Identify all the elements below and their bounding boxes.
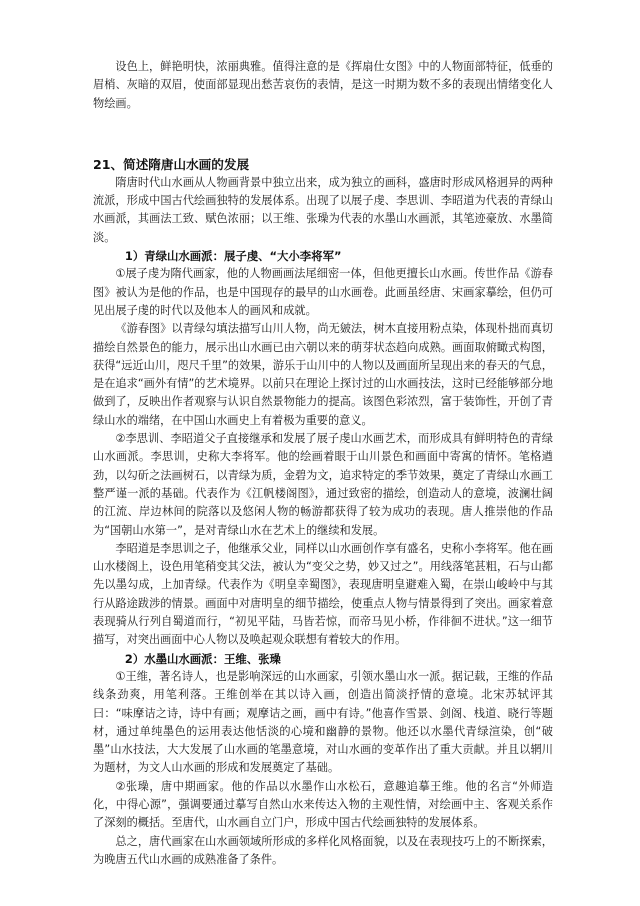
paragraph-li-zhaodao: 李昭道是李思训之子，他继承父业，同样以山水画创作享有盛名，史称小李将军。他在画山水楼阁上，设色用笔稍变其父法，被认为“变父之势，妙又过之”。用线落笔甚粗，石与山都先以墨勾成，上加青绿。代表作为《明皇幸蜀图》，表现唐明皇避难入蜀，在崇山峻岭中与其行从路途跋涉的情景。画面中对唐明皇的细节描绘，使重点人物与情景得到了突出。画家着意表现骑从行列自蜀道而行，“初见平陆，马皆若惊，而帝马见小桥，作徘徊不进状。”这一细节描写，对突出画面中心人物以及唤起观众联想有着较大的作用。 <box>93 541 553 647</box>
conclusion-paragraph: 总之，唐代画家在山水画领域所形成的多样化风格面貌，以及在表现技巧上的不断探索，为晚唐五代山水画的成熟准备了条件。 <box>93 834 553 866</box>
paragraph-wang-wei: ①王维，著名诗人，也是影响深远的山水画家，引领水墨山水一派。据记载，王维的作品线条劲爽，用笔利落。王维创举在其以诗入画，创造出简淡抒情的意境。北宋苏轼评其曰：“味摩诘之诗，诗中有画；观摩诘之画，画中有诗。”他喜作雪景、剑阁、栈道、晓行等题材，通过单纯墨色的运用表达他恬淡的心境和幽静的景物。他还以水墨代青绿渲染，创“破墨”山水技法，大大发展了山水画的笔墨意境，对山水画的变革作出了重大贡献。并且以辋川为题材，为文人山水画的形成和发展奠定了基础。 <box>93 669 553 775</box>
paragraph-li-sixun: ②李思训、李昭道父子直接继承和发展了展子虔山水画艺术，而形成具有鲜明特色的青绿山水画派。李思训，史称大李将军。他的绘画着眼于山川景色和画面中寄寓的情怀。笔格遒劲，以勾斫之法画树石，以青绿为质，金碧为文，追求特定的季节效果，奠定了青绿山水画工整严谨一派的基础。代表作为《江帆楼阁图》，通过致密的描绘，创造动人的意境，波澜壮阔的江流、岸边林间的院落以及悠闲人物的畅游都获得了较为成功的表现。唐人推崇他的作品为“国朝山水第一”，是对青绿山水在艺术上的继续和发展。 <box>93 432 553 537</box>
section-title: 21、简述隋唐山水画的发展 <box>93 156 250 172</box>
spacer <box>93 113 553 155</box>
paragraph-zhan-ziqian: ①展子虔为隋代画家，他的人物画画法尾细密一体，但他更擅长山水画。传世作品《游春图》被认为是他的作品，也是中国现存的最早的山水画卷。此画虽经唐、宋画家摹绘，但仍可见出展子虔的时代以及他本人的画风和成就。 <box>93 267 553 317</box>
section-intro-paragraph: 隋唐时代山水画从人物画背景中独立出来，成为独立的画科，盛唐时形成风格迥异的两种流派，形成中国古代绘画独特的发展体系。出现了以展子虔、李思训、李昭道为代表的青绿山水画派，其画法工致、赋色浓丽；以王维、张璪为代表的水墨山水画派，其笔迹豪放、水墨简淡。 <box>93 175 553 244</box>
subsection-title-shuimo: 2）水墨山水画派：王维、张璪 <box>124 651 281 666</box>
subsection-title-qinglu: 1）青绿山水画派：展子虔、“大小李将军” <box>124 249 342 264</box>
paragraph-zhang-zao: ②张璪，唐中期画家。他的作品以水墨作山水松石，意趣追摹王维。他的名言“外师造化，中得心源”，强调要通过摹写自然山水来传达入物的主观性情，对绘画中主、客观关系作了深刻的概括。至唐代，山水画自立门户，形成中国古代绘画独特的发展体系。 <box>93 779 553 830</box>
intro-paragraph: 设色上，鲜艳明快，浓丽典雅。值得注意的是《挥扇仕女图》中的人物面部特征，低垂的眉梢、灰暗的双眉，使面部显现出愁苦哀伤的表情，是这一时期为数不多的表现出情绪变化人物绘画。 <box>93 60 553 110</box>
document-page <box>93 58 553 869</box>
paragraph-you-chun-tu: 《游春图》以青绿勾填法描写山川人物，尚无皴法，树木直接用粉点染，体现朴拙而真切描绘自然景色的能力，展示出山水画已由六朝以来的萌芽状态趋向成熟。画面取俯瞰式构图，获得“远近山川，咫尺千里”的效果，游乐于山川中的人物以及画面所呈现出来的春天的气息，是在追求“画外有情”的艺术境界。以前只在理论上探讨过的山水画技法，这时已经能够部分地做到了，反映出作者观察与认识自然景物能力的提高。该图色彩浓烈，富于装饰性，开创了青绿山水的端绪，在中国山水画史上有着极为重要的意义。 <box>93 322 553 427</box>
